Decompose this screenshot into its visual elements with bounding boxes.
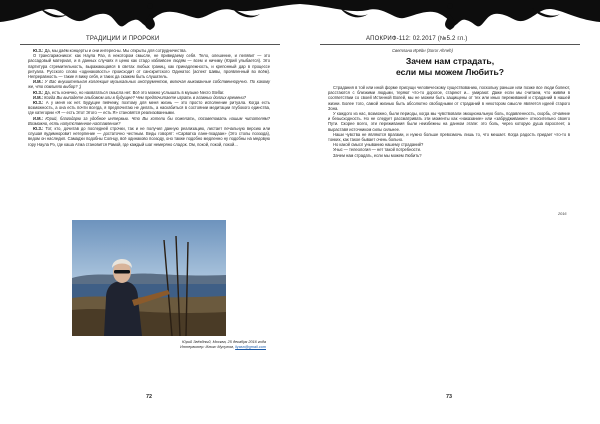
- top-ornament-right: [300, 0, 600, 30]
- interview-text: [28, 48, 270, 147]
- right-page: [300, 0, 600, 424]
- caption-line: Юрий Звёздный, Москва, 25 декабря 2016 года: [181, 340, 266, 344]
- portrait-photo: [72, 220, 226, 336]
- article-paragraph: Страдания в той или иной форме присущи человеческому существованию, поскольку раньше или позже все люди болеют, расстаются с близкими людьми, теряют что-то дорогое, стареют и... умирают. Даже если мы считаем, что живём в соответствии со своей Истинной Волей, мы не можем быть защищены от тех или иных переживаний и страданий в нашей жизни. Более того, самой жизнью быть абсолютно свободными от страданий в некотором смысле является идеей старого Зона.: [328, 85, 570, 111]
- paragraph-text: Да, мы даём концерты и они интересны. Мы открыты для сотрудничества.: [43, 48, 187, 53]
- speaker-label: Ю.З.:: [33, 126, 44, 132]
- top-ornament-left: [0, 0, 300, 30]
- paragraph-text: О трансгармониксе: как Наула Раэ, в некотором смысле, не приведаему себя. Тело, олешение, и пелявит — это рассадовый материал, и в данных случаях я ценю как стадо избливсен людям — всем и ничиму (Юрий улыбается). Это партитура стремительность, выражающаяся в светах любых границ, как принадлежность, и крепонный дар в процессе ритуала. Русского слово «одинаковость» происходит от санскритского Одинатос (аспект Шивы, проявленный во всём). Непреравность — такие я вижу себя, и таких да скажем быть слушатель.: [28, 53, 270, 80]
- paragraph-text: У Вас внушительная коллекция музыкальных инструментов, включая выкованные собственноручно. По какому же, что повлияло выбор? ;): [28, 79, 270, 90]
- interview-paragraph: [28, 53, 270, 79]
- article-text: [328, 85, 570, 158]
- speaker-label: Ю.З.:: [33, 100, 44, 106]
- paragraph-text: А у меня их нет. Будущее певчему, поэтому для меня жизнь — это просто исполнение ритуала. Когда есть возможность, а она есть почти всегда, я предпочитаю не делать, а наскабиться в состоянии медитации глубокого единства, где категории «Я — есть Этот Этого — есть Я» становятся реализованными.: [28, 100, 270, 116]
- interviewer-email-link[interactable]: ilyasn@gmail.com: [235, 345, 266, 349]
- running-head-left: ТРАДИЦИИ И ПРОРОКИ: [86, 36, 160, 42]
- article-paragraph: Зачем нам страдать, если мы можем Любить?: [333, 152, 422, 158]
- speaker-label: Ю.З.:: [33, 89, 44, 95]
- article-author: Светлана Ирёйн (Soror Ahneh): [392, 48, 453, 53]
- page-number-right: 73: [446, 394, 452, 400]
- speaker-label: И.М.:: [33, 94, 43, 100]
- photo-caption: [90, 340, 266, 350]
- interview-paragraph: [28, 116, 270, 126]
- article-paragraph: Наши чувства не являются врагами, и нужно больше превозмочь лишь то, что мешает. Когда радость придает что-то в тонких, как такое бывает очень больно.: [328, 131, 570, 143]
- interviewer-credit: [90, 345, 266, 350]
- interviewer-line: Интервьюер: Ильяс Мусулом,: [180, 345, 235, 349]
- paragraph-text: Юрий, благодарю за удобное интервью. Что Вы хотели бы пожелать, посоветовать нашим читателям? Возможно, есть напутственное наставление?: [28, 115, 270, 126]
- interview-paragraph: [28, 126, 270, 147]
- interview-paragraph: [28, 79, 270, 89]
- article-year: 2016: [558, 212, 567, 216]
- paragraph-text: Да, есть конечно, но нахвататься смысла нет. Всё это можно услышать в музыке Necro Stellar.: [43, 89, 225, 95]
- article-title: [330, 56, 570, 78]
- interview-paragraph: [28, 100, 270, 116]
- header-rule-right: [320, 44, 580, 45]
- page-number-left: 72: [146, 394, 152, 400]
- paragraph-text: Когда Вы выпадете альбомом или в будущее? Чем предпочитаете играть в главных долгих времени?: [43, 94, 247, 100]
- title-line-1: Зачем нам страдать,: [405, 56, 495, 66]
- title-line-2: если мы можем Любить?: [395, 67, 505, 77]
- article-paragraph: У каждого из нас, возможно, были периоды, когда мы чувствовали эмоциональную боль, подавленность, скорбь, отчаяние и безысходность. Но не следует рассматривать эти моменты как «наказание» или «забрудживание» относительно своего Пути. Скорее всего, эти переживания были неизбежны на данном этапе: это боль, через которую душа взрослеет, а выраставя источником силы сильнее.: [328, 111, 570, 132]
- running-head-right: АПОКРИФ-112: 02.2017 (№5.2 гл.): [366, 36, 468, 42]
- speaker-label: И.М.:: [33, 115, 43, 121]
- article-paragraph: Уныс — телеология — нет такой потребности.: [333, 147, 422, 153]
- speaker-label: И.М.:: [33, 79, 43, 85]
- paragraph-text: Тот, кто, дочитав до последней строчки, так и не получил данную реализацию, листает печальную версию или слушая вудимноровит нетерпение — достаточно честным. Веды говорят: «Сарватха ланн-пхадаан» (Это столы поэзода), ведом он наследил. Самадхи подобны Солнцу, всё одинаково поэзоду, оно также подобно медленно ну подобны на медовую гору Наула Рэ, где каша Атма становится Рамой, где каждый шаг немеряно сладок. Ом, покой, покой, покой...: [28, 126, 270, 147]
- speaker-label: Ю.З.:: [33, 48, 44, 53]
- photo-scene: [72, 220, 226, 336]
- header-rule-left: [20, 44, 280, 45]
- article-paragraph: Но какой смысл уныванию нашему страданий?: [333, 142, 424, 148]
